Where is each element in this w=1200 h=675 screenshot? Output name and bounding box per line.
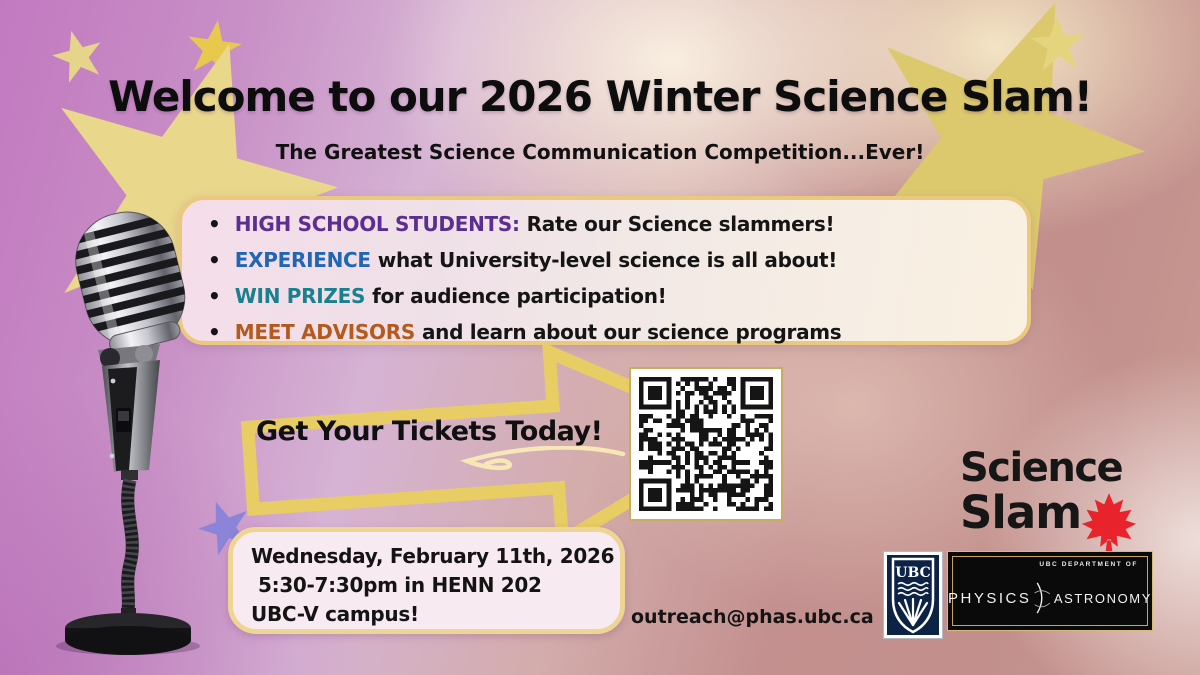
event-date: Wednesday, February 11th, 2026 <box>251 544 615 568</box>
physics-astronomy-logo <box>948 552 1152 630</box>
bullet-dot: • <box>208 320 221 344</box>
bullet-highlight: EXPERIENCE <box>234 248 371 272</box>
bullet-dot: • <box>208 284 221 308</box>
bullet-dot: • <box>208 212 221 236</box>
bullet-text: for audience participation! <box>372 284 667 308</box>
svg-text:UBC: UBC <box>895 565 931 581</box>
underline-swoosh-icon <box>455 446 630 478</box>
bullet-highlight: MEET ADVISORS <box>234 320 415 344</box>
bullet-highlight: HIGH SCHOOL STUDENTS: <box>234 212 520 236</box>
bullet-text: Rate our Science slammers! <box>526 212 835 236</box>
list-item <box>208 248 1017 280</box>
physics-logo-word-astronomy: ASTRONOMY <box>1053 590 1152 606</box>
bullet-dot: • <box>208 248 221 272</box>
event-campus: UBC-V campus! <box>251 602 419 626</box>
list-item <box>208 284 1017 316</box>
maple-leaf-icon <box>1078 492 1140 554</box>
orbit-icon <box>1033 578 1051 618</box>
event-time-location: 5:30-7:30pm in HENN 202 <box>258 573 542 597</box>
page-subtitle: The Greatest Science Communication Competition...Ever! <box>275 140 925 164</box>
science-slam-logo-line2: Slam <box>960 486 1082 539</box>
info-panel <box>178 196 1031 345</box>
page-title: Welcome to our 2026 Winter Science Slam! <box>108 72 1092 121</box>
bullet-text: what University-level science is all about! <box>377 248 838 272</box>
science-slam-logo <box>960 445 1123 539</box>
list-item <box>208 212 1017 244</box>
bullet-text: and learn about our science programs <box>421 320 842 344</box>
qr-code <box>629 367 783 521</box>
ubc-logo <box>884 552 942 638</box>
bullet-highlight: WIN PRIZES <box>234 284 366 308</box>
cta-text: Get Your Tickets Today! <box>256 416 603 447</box>
contact-email: outreach@phas.ubc.ca <box>631 606 874 628</box>
physics-logo-word-physics: PHYSICS <box>948 589 1032 607</box>
science-slam-logo-line1: Science <box>960 445 1123 491</box>
physics-logo-dept-line: UBC DEPARTMENT OF <box>1039 561 1138 568</box>
vintage-microphone-icon <box>36 208 226 658</box>
event-details-panel <box>228 527 625 634</box>
